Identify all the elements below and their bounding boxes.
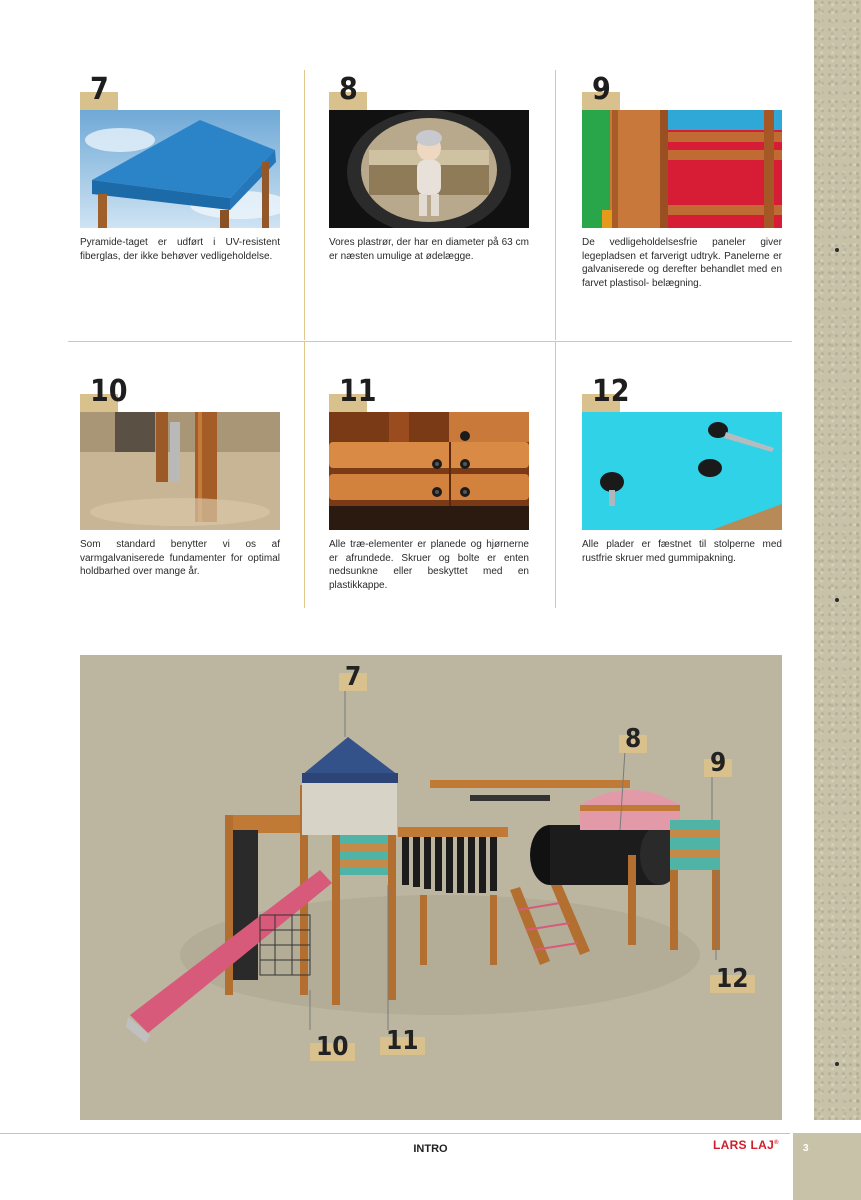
callout-label: 12 <box>716 965 749 993</box>
decor-dot <box>835 598 839 602</box>
roof-photo <box>80 110 280 228</box>
brand-logo: LARS LAJ® <box>713 1138 779 1152</box>
callout-label: 11 <box>386 1027 419 1055</box>
tube-photo <box>329 110 529 228</box>
wood-photo <box>329 412 529 530</box>
panels-photo <box>582 110 782 228</box>
callout-label: 7 <box>345 663 361 691</box>
feature-description: Som standard benytter vi os af varmgalvaniserede fundamenter for optimal holdbarhed over mange år. <box>80 539 280 577</box>
feature-number: 11 <box>339 374 377 409</box>
callout-label: 9 <box>710 749 726 777</box>
feature-description: Pyramide-taget er udført i UV-resistent fiberglas, der ikke behøver vedligeholdelse. <box>80 237 280 262</box>
playground-illustration <box>80 655 782 1120</box>
divider <box>304 342 305 608</box>
divider <box>68 341 792 342</box>
decor-dot <box>835 248 839 252</box>
feature-number: 10 <box>90 374 128 409</box>
feature-number: 8 <box>339 72 358 107</box>
divider <box>304 70 305 340</box>
foundation-photo <box>80 412 280 530</box>
callout-label: 8 <box>625 725 641 753</box>
feature-number: 12 <box>592 374 630 409</box>
screws-photo <box>582 412 782 530</box>
page-number: 3 <box>803 1143 809 1154</box>
callout-label: 10 <box>316 1033 349 1061</box>
feature-number: 9 <box>592 72 611 107</box>
feature-description: Vores plastrør, der har en diameter på 63 cm er næsten umulige at ødelægge. <box>329 237 529 262</box>
section-title: INTRO <box>413 1143 448 1155</box>
divider <box>555 342 556 608</box>
feature-description: Alle træ-elementer er planede og hjørnerne er afrundede. Skruer og bolte er enten nedsunkne eller beskyttet med en plastikkappe. <box>329 539 529 591</box>
feature-description: Alle plader er fæstnet til stolperne med rustfrie skruer med gummipakning. <box>582 539 782 564</box>
side-texture-strip <box>814 0 861 1120</box>
feature-number: 7 <box>90 72 109 107</box>
divider <box>555 70 556 340</box>
footer-divider <box>0 1133 790 1134</box>
feature-description: De vedligeholdelsesfrie paneler giver legepladsen et farverigt udtryk. Panelerne er galvaniserede og derefter behandlet med en farvet plastisol- belægning. <box>582 237 782 289</box>
decor-dot <box>835 1062 839 1066</box>
